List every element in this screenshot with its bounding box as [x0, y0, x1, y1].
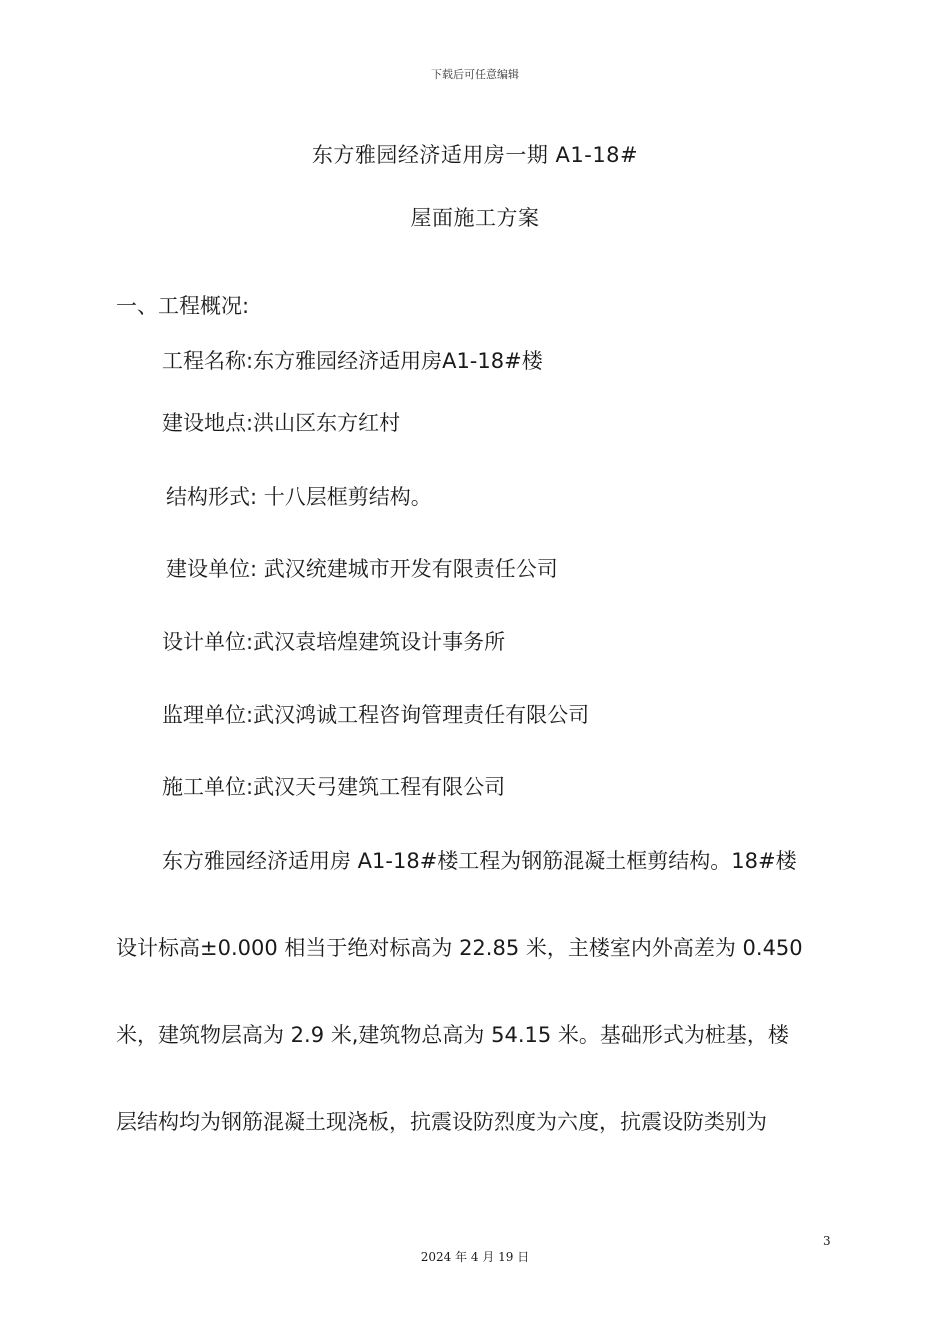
info-value: 武汉天弓建筑工程有限公司	[253, 775, 506, 799]
info-row-location	[162, 407, 400, 437]
info-row-structure	[166, 481, 432, 511]
info-label: 施工单位:	[162, 775, 254, 799]
paragraph-line: 米，建筑物层高为 2.9 米,建筑物总高为 54.15 米。基础形式为桩基，楼	[116, 1023, 789, 1047]
info-label: 结构形式:	[166, 485, 258, 509]
info-label: 工程名称:	[162, 349, 254, 373]
info-row-designer	[162, 626, 505, 656]
document-subtitle: 屋面施工方案	[410, 206, 540, 230]
page-number: 3	[823, 1234, 831, 1248]
document-title: 东方雅园经济适用房一期 A1-18#	[311, 143, 639, 167]
header-note: 下载后可任意编辑	[431, 68, 519, 81]
paragraph-line: 设计标高±0.000 相当于绝对标高为 22.85 米，主楼室内外高差为 0.450	[116, 936, 803, 960]
info-row-client	[166, 553, 558, 583]
info-value: 武汉统建城市开发有限责任公司	[257, 557, 558, 581]
info-value: 东方雅园经济适用房A1-18#楼	[253, 349, 543, 373]
footer-date: 2024 年 4 月 19 日	[420, 1250, 530, 1264]
info-value: 武汉鸿诚工程咨询管理责任有限公司	[253, 703, 590, 727]
info-label: 设计单位:	[162, 630, 254, 654]
paragraph-line: 层结构均为钢筋混凝土现浇板，抗震设防烈度为六度，抗震设防类别为	[116, 1110, 767, 1134]
info-row-contractor	[162, 771, 505, 801]
info-label: 建设单位:	[166, 557, 258, 581]
info-row-supervisor	[162, 699, 589, 729]
info-value: 十八层框剪结构。	[257, 485, 432, 509]
info-label: 建设地点:	[162, 411, 254, 435]
info-row-project-name	[162, 345, 543, 375]
info-value: 洪山区东方红村	[253, 411, 401, 435]
info-label: 监理单位:	[162, 703, 254, 727]
info-value: 武汉袁培煌建筑设计事务所	[253, 630, 506, 654]
section-heading: 一、工程概况:	[116, 294, 250, 318]
paragraph-line: 东方雅园经济适用房 A1-18#楼工程为钢筋混凝土框剪结构。18#楼	[162, 849, 797, 873]
